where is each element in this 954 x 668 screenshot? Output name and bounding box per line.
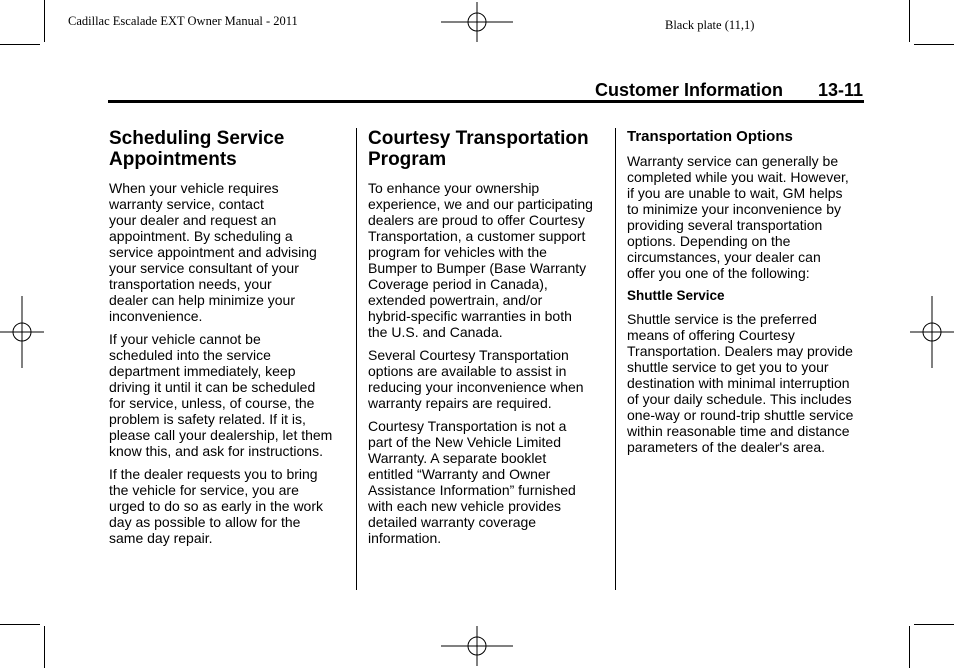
page-number: 13-11 [818, 80, 864, 100]
column-divider-2 [615, 128, 616, 590]
registration-mark-left-icon [0, 296, 44, 368]
scheduling-paragraph-1: When your vehicle requires warranty service, contact your dealer and request an appointment. By scheduling a service appointment and advising your service consultant of your transportation needs, your dealer can help minimize your inconvenience. [109, 180, 317, 324]
crop-mark-bottom-right-vertical [909, 626, 910, 668]
registration-mark-right-icon [910, 296, 954, 368]
column-scheduling [109, 128, 349, 553]
courtesy-paragraph-1: To enhance your ownership experience, we and our participating dealers are proud to offer Courtesy Transportation, a customer support program for vehicles with the Bumper to Bumper (Base Warranty Coverage period in Canada), extended powertrain, and/or hybrid-specific warranties in both the U.S. and Canada. [368, 180, 593, 340]
courtesy-heading: Courtesy Transportation Program [368, 128, 589, 170]
scheduling-paragraph-2: If your vehicle cannot be scheduled into the service department immediately, keep driving it until it can be scheduled for service, unless, of course, the problem is safety related. If it is, please call your dealership, let them know this, and ask for instructions. [109, 331, 333, 459]
shuttle-service-body: Shuttle service is the preferred means of offering Courtesy Transportation. Dealers may provide shuttle service to get you to your destination with minimal interruption of your daily schedule. This includes one-way or round-trip shuttle service within reasonable time and distance parameters of the dealer's area. [627, 311, 854, 455]
crop-mark-top-left-vertical [44, 0, 45, 42]
section-title: Customer Information [595, 80, 784, 100]
plate-label: Black plate (11,1) [665, 18, 755, 32]
scheduling-heading: Scheduling Service Appointments [109, 128, 285, 170]
crop-mark-bottom-left-vertical [44, 626, 45, 668]
manual-title: Cadillac Escalade EXT Owner Manual - 2011 [68, 14, 298, 28]
header-rule [108, 100, 864, 103]
courtesy-paragraph-2: Several Courtesy Transportation options are available to assist in reducing your inconvenience when warranty repairs are required. [368, 347, 584, 411]
crop-mark-top-right-vertical [909, 0, 910, 42]
transportation-options-heading: Transportation Options [627, 128, 793, 145]
column-divider-1 [356, 128, 357, 590]
courtesy-paragraph-3: Courtesy Transportation is not a part of the New Vehicle Limited Warranty. A separate booklet entitled “Warranty and Owner Assistance Information” furnished with each new vehicle provides detailed warranty coverage information. [368, 418, 576, 546]
crop-mark-bottom-left-horizontal [0, 624, 40, 625]
column-courtesy [368, 128, 608, 553]
crop-mark-top-right-horizontal [914, 44, 954, 45]
transportation-options-intro: Warranty service can generally be completed while you wait. However, if you are unable to wait, GM helps to minimize your inconvenience by providing several transportation options. Depending on the circumstances, your dealer can offer you one of the following: [627, 153, 849, 281]
registration-mark-top-icon [441, 2, 513, 42]
shuttle-service-heading: Shuttle Service [627, 288, 725, 303]
registration-mark-bottom-icon [441, 626, 513, 666]
crop-mark-top-left-horizontal [0, 44, 40, 45]
scheduling-paragraph-3: If the dealer requests you to bring the vehicle for service, you are urged to do so as early in the work day as possible to allow for the same day repair. [109, 466, 324, 546]
crop-mark-bottom-right-horizontal [914, 624, 954, 625]
column-transportation-options [627, 128, 867, 462]
